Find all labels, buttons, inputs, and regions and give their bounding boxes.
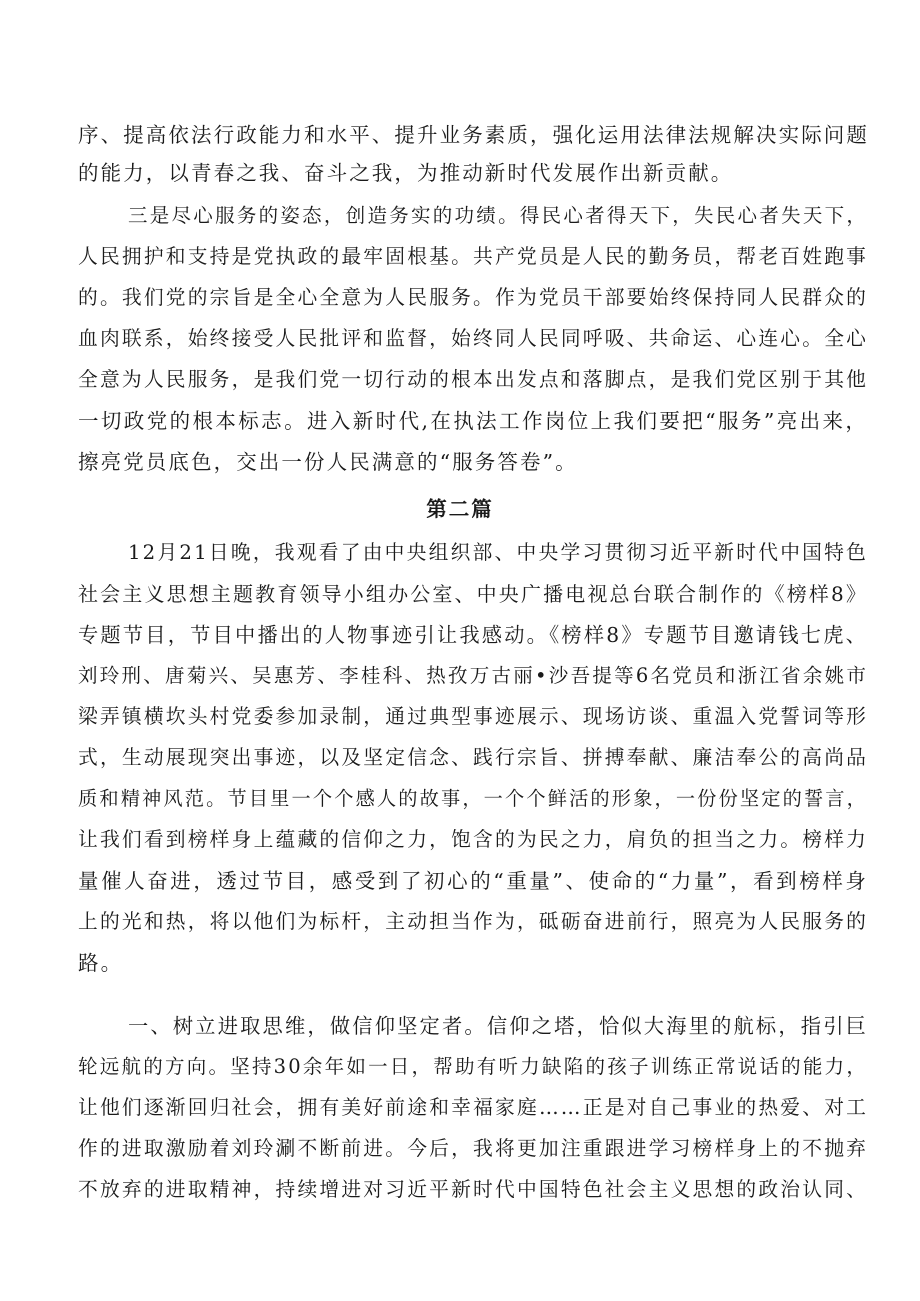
text-line: 让他们逐渐回归社会，拥有美好前途和幸福家庭……正是对自己事业的热爱、对工 <box>78 1096 868 1119</box>
text-line: 的能力，以青春之我、奋斗之我，为推动新时代发展作出新贡献。 <box>78 161 734 185</box>
text-line: 一切政党的根本标志。进入新时代,在执法工作岗位上我们要把“服务”亮出来， <box>78 409 868 433</box>
text-line: 让我们看到榜样身上蕴藏的信仰之力，饱含的为民之力，肩负的担当之力。榜样力 <box>78 828 868 851</box>
text-line: 全意为人民服务，是我们党一切行动的根本出发点和落脚点，是我们党区别于其他 <box>78 368 868 391</box>
text-line: 一、树立进取思维，做信仰坚定者。信仰之塔，恰似大海里的航标，指引巨 <box>128 1014 868 1038</box>
text-line: 人民拥护和支持是党执政的最牢固根基。共产党员是人民的勤务员，帮老百姓跑事 <box>78 245 868 268</box>
text-line: 三是尽心服务的姿态，创造务实的功绩。得民心者得天下，失民心者失天下， <box>128 204 868 227</box>
text-line: 的。我们党的宗旨是全心全意为人民服务。作为党员干部要始终保持同人民群众的 <box>78 286 868 309</box>
text-line: 路。 <box>78 951 124 975</box>
text-line: 专题节目，节目中播出的人物事迹引让我感动。《榜样8》专题节目邀请钱七虎、 <box>78 623 868 647</box>
text-line: 上的光和热，将以他们为标杆，主动担当作为，砥砺奋进前行，照亮为人民服务的 <box>78 910 868 933</box>
text-line: 不放弃的进取精神，持续增进对习近平新时代中国特色社会主义思想的政治认同、 <box>78 1178 868 1201</box>
text-line: 擦亮党员底色，交出一份人民满意的“服务答卷”。 <box>78 450 578 474</box>
text-line: 12月21日晚，我观看了由中央组织部、中央学习贯彻习近平新时代中国特色 <box>128 541 868 564</box>
text-line: 轮远航的方向。坚持30余年如一日，帮助有听力缺陷的孩子训练正常说话的能力， <box>78 1055 868 1078</box>
text-line: 血肉联系，始终接受人民批评和监督，始终同人民同呼吸、共命运、心连心。全心 <box>78 327 868 350</box>
text-line: 质和精神风范。节目里一个个感人的故事，一个个鲜活的形象，一份份坚定的誓言， <box>78 787 868 810</box>
text-line: 式，生动展现突出事迹，以及坚定信念、践行宗旨、拼搏奉献、廉洁奉公的高尚品 <box>78 746 868 769</box>
text-line: 刘玲刑、唐菊兴、吴惠芳、李桂科、热孜万古丽•沙吾提等6名党员和浙江省余姚市 <box>78 664 868 687</box>
section-heading: 第二篇 <box>426 497 494 521</box>
text-line: 量催人奋进，透过节目，感受到了初心的“重量”、使命的“力量”，看到榜样身 <box>78 869 868 893</box>
text-line: 作的进取激励着刘玲涮不断前进。今后，我将更加注重跟进学习榜样身上的不抛弃 <box>78 1137 868 1160</box>
text-line: 梁弄镇横坎头村党委参加录制，通过典型事迹展示、现场访谈、重温入党誓词等形 <box>78 705 868 728</box>
text-line: 社会主义思想主题教育领导小组办公室、中央广播电视总台联合制作的《榜样8》 <box>78 582 868 606</box>
text-line: 序、提高依法行政能力和水平、提升业务素质，强化运用法律法规解决实际问题 <box>78 123 869 147</box>
